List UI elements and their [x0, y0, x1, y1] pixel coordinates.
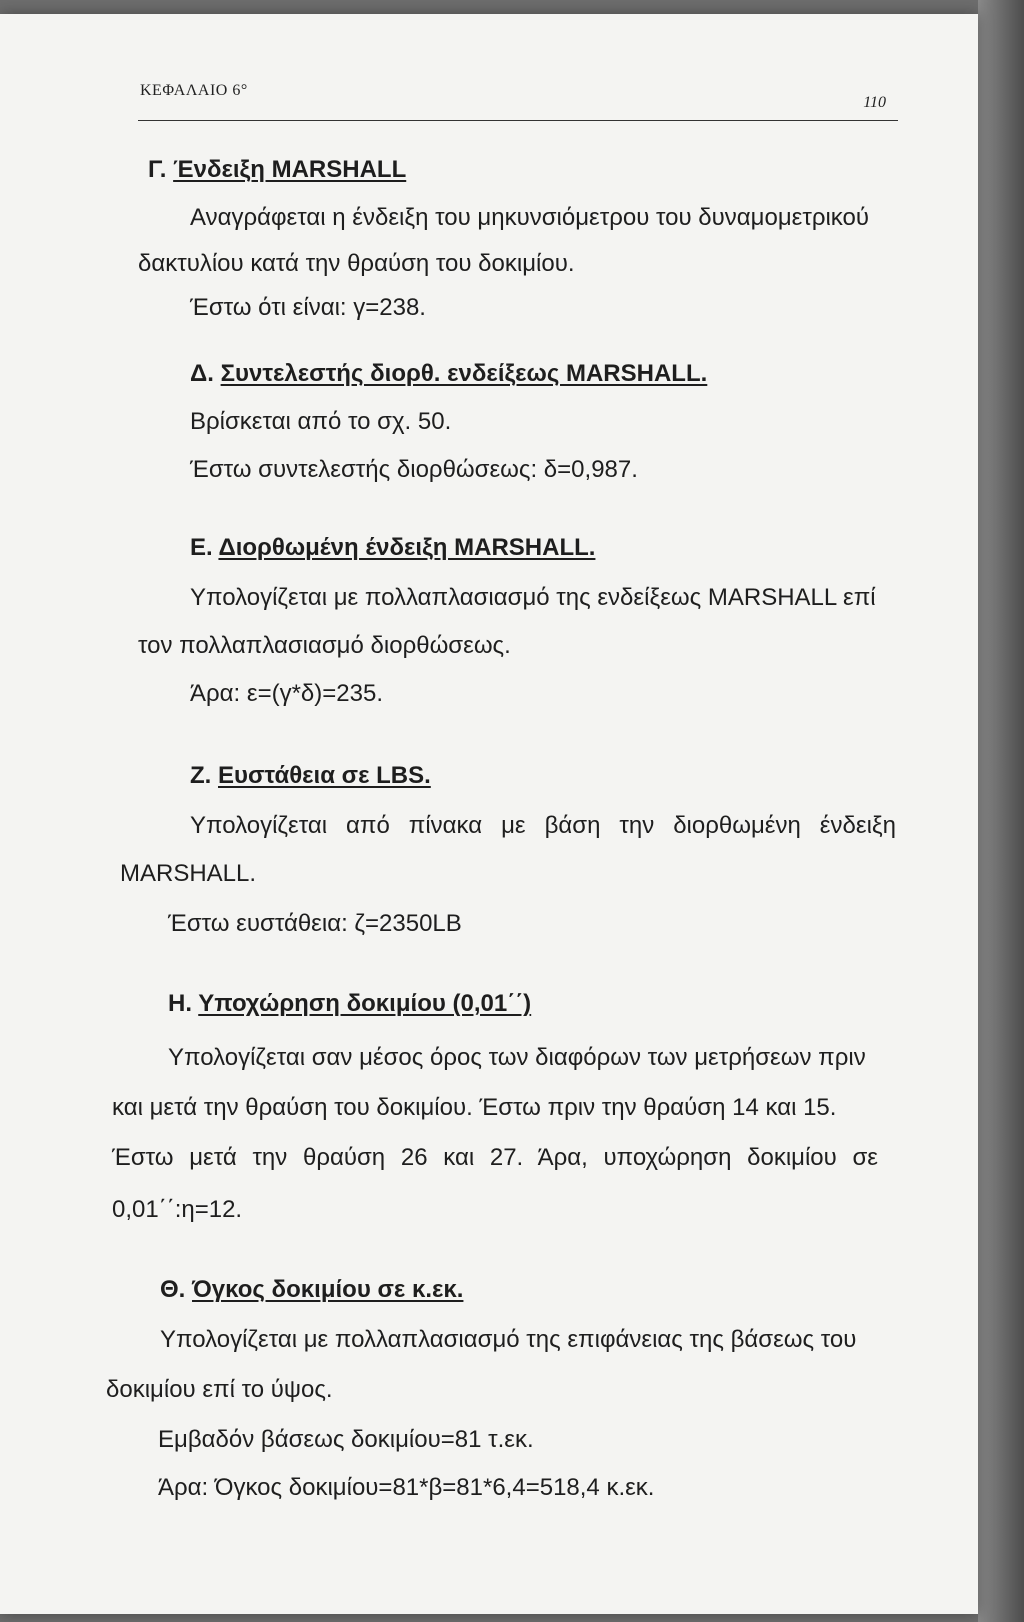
- document-page: [0, 14, 978, 1614]
- section-e-text-1: Υπολογίζεται με πολλαπλασιασμό της ενδείξεως MARSHALL επί: [190, 584, 876, 611]
- section-z-text-2: MARSHALL.: [120, 860, 257, 887]
- section-h-letter: Η.: [168, 990, 199, 1017]
- section-g-text-2: δακτυλίου κατά την θραύση του δοκιμίου.: [138, 250, 575, 277]
- section-e-text-2: τον πολλαπλασιασμό διορθώσεως.: [138, 632, 511, 659]
- section-h-title: Υποχώρηση δοκιμίου (0,01΄΄): [198, 990, 532, 1017]
- section-d-text-1: Βρίσκεται από το σχ. 50.: [190, 408, 452, 435]
- header-divider: [138, 120, 898, 121]
- section-h-text-3: Έστω μετά την θραύση 26 και 27. Άρα, υποχώρηση δοκιμίου σε: [112, 1144, 878, 1171]
- section-e-heading: [190, 534, 595, 562]
- section-z-heading: [190, 762, 431, 790]
- section-g-letter: Γ.: [148, 156, 174, 183]
- section-h-text-4: 0,01΄΄:η=12.: [112, 1196, 243, 1223]
- section-z-text-3: Έστω ευστάθεια: ζ=2350LB: [168, 910, 462, 937]
- section-g-heading: [148, 156, 406, 184]
- section-d-letter: Δ.: [190, 360, 221, 387]
- section-th-heading: [160, 1276, 463, 1304]
- page-number: 110: [863, 94, 886, 111]
- section-g-title: Ένδειξη MARSHALL: [173, 156, 407, 183]
- section-d-title: Συντελεστής διορθ. ενδείξεως MARSHALL.: [220, 360, 708, 387]
- chapter-header: ΚΕΦΑΛΑΙΟ 6°: [140, 82, 248, 99]
- section-th-text-3: Εμβαδόν βάσεως δοκιμίου=81 τ.εκ.: [158, 1426, 534, 1453]
- section-e-text-3: Άρα: ε=(γ*δ)=235.: [190, 680, 384, 707]
- section-e-letter: Ε.: [190, 534, 219, 561]
- section-g-text-1: Αναγράφεται η ένδειξη του μηκυνσιόμετρου του δυναμομετρικού: [190, 204, 869, 231]
- section-d-heading: [190, 360, 707, 388]
- section-z-letter: Ζ.: [190, 762, 218, 789]
- section-th-letter: Θ.: [160, 1276, 193, 1303]
- section-h-text-1: Υπολογίζεται σαν μέσος όρος των διαφόρων των μετρήσεων πριν: [168, 1044, 866, 1071]
- section-h-heading: [168, 990, 531, 1018]
- section-d-text-2: Έστω συντελεστής διορθώσεως: δ=0,987.: [190, 456, 638, 483]
- section-g-text-3: Έστω ότι είναι: γ=238.: [190, 294, 426, 321]
- section-th-text-4: Άρα: Όγκος δοκιμίου=81*β=81*6,4=518,4 κ.εκ.: [158, 1474, 655, 1501]
- section-z-text-1: Υπολογίζεται από πίνακα με βάση την διορθωμένη ένδειξη: [190, 812, 896, 839]
- section-h-text-2: και μετά την θραύση του δοκιμίου. Έστω πριν την θραύση 14 και 15.: [112, 1094, 837, 1121]
- section-th-title: Όγκος δοκιμίου σε κ.εκ.: [192, 1276, 464, 1303]
- section-th-text-1: Υπολογίζεται με πολλαπλασιασμό της επιφάνειας της βάσεως του: [160, 1326, 857, 1353]
- section-e-title: Διορθωμένη ένδειξη MARSHALL.: [218, 534, 596, 561]
- section-th-text-2: δοκιμίου επί το ύψος.: [106, 1376, 333, 1403]
- scan-shadow: [978, 0, 1024, 1622]
- section-z-title: Ευστάθεια σε LBS.: [218, 762, 431, 789]
